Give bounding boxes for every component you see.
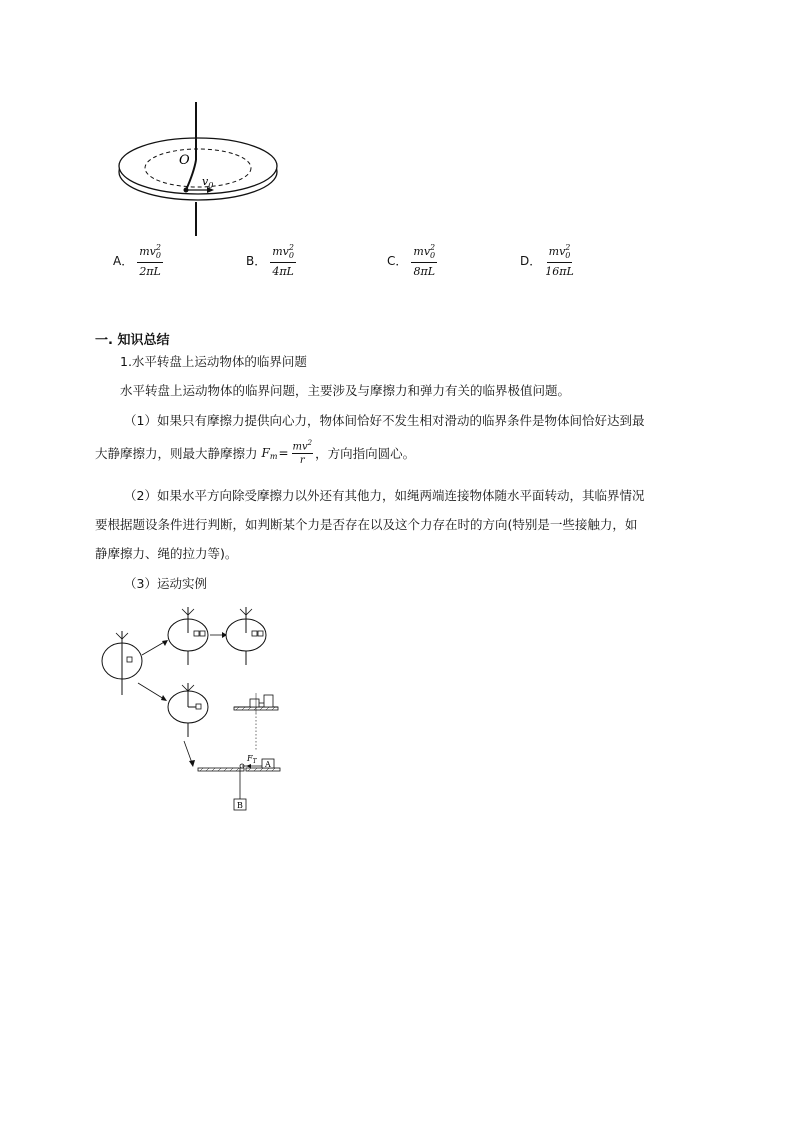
disc-single-block — [102, 631, 142, 695]
option-d — [520, 244, 574, 277]
motion-examples-figure — [96, 603, 292, 815]
point1-text-pre: 大静摩擦力，则最大静摩擦力 — [95, 446, 258, 462]
option-label: C． — [387, 254, 408, 268]
disc-two-blocks-b — [226, 607, 266, 665]
point2-line1: （2）如果水平方向除受摩擦力以外还有其他力，如绳两端连接物体随水平面转动，其临界情况 — [124, 488, 645, 503]
point3-label: （3）运动实例 — [124, 576, 207, 591]
center-label: O — [179, 153, 190, 168]
rope-pulley-setup — [198, 754, 280, 810]
option-label: B． — [246, 254, 267, 268]
option-fraction: mv 2 0 8πL — [413, 243, 436, 278]
point2-line2: 要根据题设条件进行判断，如判断某个力是否存在以及这个力存在时的方向(特别是一些接触力，如 — [95, 517, 638, 532]
disc-top — [119, 138, 277, 194]
turntable-figure — [110, 98, 290, 238]
option-b — [246, 244, 296, 277]
velocity-label: $v_0$ — [202, 175, 214, 190]
point1-text-post: ，方向指向圆心。 — [315, 446, 416, 462]
option-fraction: mv 2 0 16πL — [545, 243, 574, 278]
block-a-label: A — [265, 760, 271, 769]
point1-line1: （1）如果只有摩擦力提供向心力，物体间恰好不发生相对滑动的临界条件是物体间恰好达到最 — [124, 413, 645, 428]
point2-line3: 静摩擦力、绳的拉力等)。 — [95, 546, 238, 561]
subheading: 1.水平转盘上运动物体的临界问题 — [120, 354, 307, 369]
intro-paragraph: 水平转盘上运动物体的临界问题，主要涉及与摩擦力和弹力有关的临界极值问题。 — [120, 383, 571, 398]
side-view-platform — [234, 693, 278, 751]
point1-formula: F m = $\frac{mv^2}{r}$ — [261, 439, 313, 467]
option-label: D． — [520, 254, 542, 268]
option-label: A． — [113, 254, 134, 268]
point1-line2 — [95, 440, 415, 466]
force-label: $F_T$ — [247, 754, 257, 765]
disc-two-blocks-a — [168, 607, 208, 665]
option-fraction: mv 2 0 4πL — [272, 243, 294, 278]
disc-string-block — [168, 683, 208, 737]
option-a — [113, 244, 163, 277]
option-fraction: mv 2 0 2πL — [139, 243, 161, 278]
section-heading: 一. 知识总结 — [95, 333, 170, 348]
block-b-label: B — [237, 801, 243, 810]
option-c — [387, 244, 437, 277]
